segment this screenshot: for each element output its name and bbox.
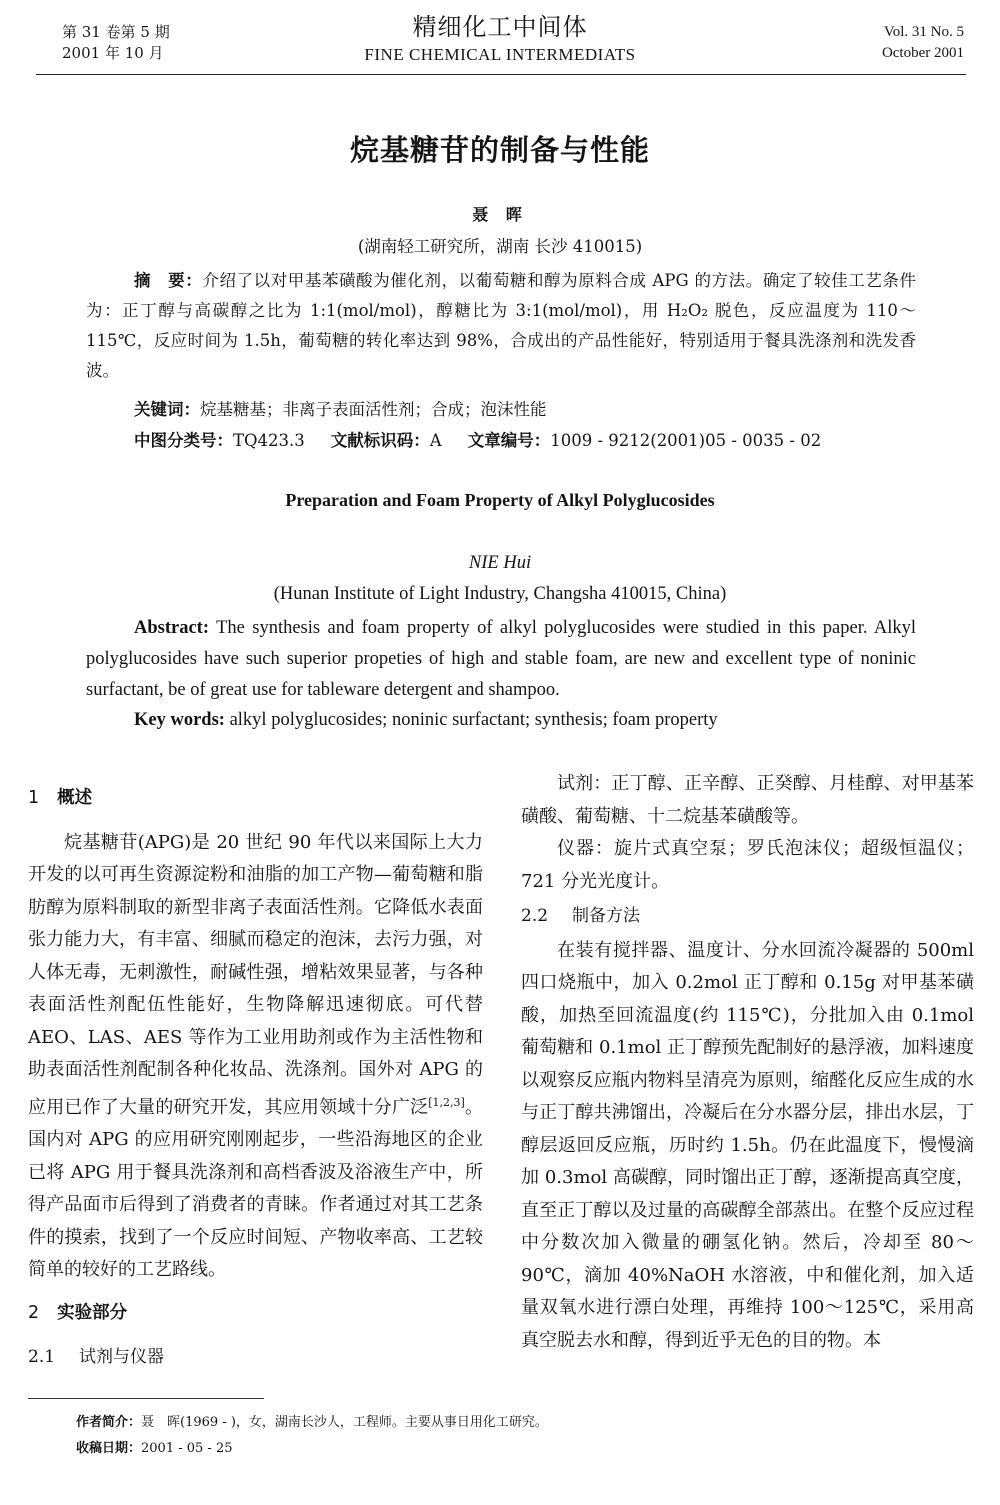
subsection-title: 制备方法: [572, 906, 641, 926]
abstract-cn-text: 介绍了以对甲基苯磺酸为催化剂，以葡萄糖和醇为原料合成 APG 的方法。确定了较佳工艺条件为：正丁醇与高碳醇之比为 1:1(mol/mol)，醇糖比为 3:1(mol/mol)，用 H₂O₂ 脱色，反应温度为 110～115℃，反应时间为 1.5h，葡萄糖的转化率达到 98%，合成出的产品性能好，特别适用于餐具洗涤剂和洗发香波。: [86, 271, 916, 380]
body-column-right: [521, 768, 974, 1357]
date-cn: 2001 年 10 月: [62, 44, 164, 62]
abstract-en-text: The synthesis and foam property of alkyl polyglucosides were studied in this paper. Alkyl polyglucosides have such superior propeties of high and stable foam, are new and excellent type of noninic surfactant, be of great use for tableware detergent and shampoo.: [86, 618, 917, 700]
header-rule: [36, 74, 966, 75]
received-date-text: 2001 - 05 - 25: [141, 1441, 233, 1456]
citation-ref: [1,2,3]: [428, 1095, 465, 1109]
author-affiliation-en: (Hunan Institute of Light Industry, Changsha 410015, China): [273, 584, 727, 604]
clc-value: TQ423.3: [233, 431, 305, 450]
author-name: 聂 晖: [472, 205, 528, 224]
abstract-cn-label: 摘 要：: [134, 271, 203, 290]
doc-code-label: 文献标识码：: [330, 431, 430, 450]
paragraph-text: 烷基糖苷(APG)是 20 世纪 90 年代以来国际上大力开发的以可再生资源淀粉和油脂的加工产物—葡萄糖和脂肪醇为原料制取的新型非离子表面活性剂。它降低水表面张力能力大，有丰富、细腻而稳定的泡沫，去污力强，对人体无毒，无刺激性，耐碱性强，增粘效果显著，与各种表面活性剂配伍性能好，生物降解迅速彻底。可代替 AEO、LAS、AES 等作为工业用助剂或作为主活性物和助表面活性剂配制各种化妆品、洗涤剂。国外对 APG 的应用已作了大量的研究开发，其应用领域十分广泛: [28, 831, 483, 1118]
journal-title-en: FINE CHEMICAL INTERMEDIATS: [364, 45, 636, 64]
keywords-en-label: Key words:: [134, 710, 225, 730]
subsection-heading: [521, 900, 974, 933]
paragraph: [28, 827, 483, 1287]
section-title: 实验部分: [57, 1302, 128, 1323]
subsection-number: 2.2: [521, 906, 549, 926]
section-heading: [28, 1297, 483, 1330]
author-bio-label: 作者简介：: [76, 1415, 142, 1430]
keywords-cn: [134, 395, 547, 425]
author-name-en: NIE Hui: [468, 553, 532, 573]
section-heading: [28, 782, 483, 815]
article-number-value: 1009 - 9212(2001)05 - 0035 - 02: [550, 431, 822, 450]
section-number: 1: [28, 788, 40, 808]
classification-line: [134, 426, 821, 456]
keywords-cn-text: 烷基糖基；非离子表面活性剂；合成；泡沫性能: [200, 400, 547, 419]
abstract-en-label: Abstract:: [134, 618, 210, 638]
section-title: 概述: [57, 788, 93, 808]
section-number: 2: [28, 1302, 40, 1323]
subsection-number: 2.1: [28, 1347, 56, 1367]
footnote-rule: [28, 1398, 264, 1399]
doc-code-value: A: [429, 431, 442, 450]
author-bio-text: 聂 晖(1969 - )，女，湖南长沙人，工程师。主要从事日用化工研究。: [141, 1415, 548, 1430]
footnote-author-bio: [76, 1412, 548, 1434]
paragraph-text: 。国内对 APG 的应用研究刚刚起步，一些沿海地区的企业已将 APG 用于餐具洗涤剂和高档香波及浴液生产中，所得产品面市后得到了消费者的青睐。作者通过对其工艺条件的摸索，找到了一个反应时间短、产物收率高、工艺较简单的较好的工艺路线。: [28, 1096, 484, 1280]
keywords-cn-label: 关键词：: [134, 400, 200, 419]
abstract-en: [86, 613, 916, 706]
keywords-en: [134, 705, 718, 736]
abstract-cn: [86, 266, 916, 386]
paper-title-en: Preparation and Foam Property of Alkyl Polyglucosides: [285, 490, 715, 510]
date-en: October 2001: [881, 45, 964, 61]
clc-label: 中图分类号：: [134, 431, 233, 450]
paragraph-instruments: 仪器：旋片式真空泵；罗氏泡沫仪；超级恒温仪；721 分光光度计。: [521, 838, 974, 892]
body-column-left: [28, 776, 483, 1376]
paragraph-reagents: 试剂：正丁醇、正辛醇、正癸醇、月桂醇、对甲基苯磺酸、葡萄糖、十二烷基苯磺酸等。: [521, 773, 974, 827]
received-date-label: 收稿日期：: [76, 1441, 142, 1456]
paper-title: 烷基糖苷的制备与性能: [349, 133, 650, 167]
keywords-en-text: alkyl polyglucosides; noninic surfactant; synthesis; foam property: [229, 710, 718, 730]
journal-masthead: [0, 12, 1000, 66]
volume-issue-en: Vol. 31 No. 5: [883, 24, 964, 40]
journal-title-cn: 精细化工中间体: [412, 13, 588, 41]
footnote-received-date: [76, 1438, 233, 1460]
subsection-heading: [28, 1341, 483, 1374]
article-number-label: 文章编号：: [467, 431, 551, 450]
subsection-title: 试剂与仪器: [79, 1347, 165, 1367]
author-affiliation: (湖南轻工研究所，湖南 长沙 410015): [357, 237, 643, 256]
paragraph-method: 在装有搅拌器、温度计、分水回流冷凝器的 500ml 四口烧瓶中，加入 0.2mol 正丁醇和 0.15g 对甲基苯磺酸，加热至回流温度(约 115℃)，分批加入由 0.1mol 葡萄糖和 0.1mol 正丁醇预先配制好的悬浮液，加料速度以观察反应瓶内物料呈清亮为原则，缩醛化反应生成的水与正丁醇共沸馏出，冷凝后在分水器分层，排出水层，丁醇层返回反应瓶，历时约 1.5h。仍在此温度下，慢慢滴加 0.3mol 高碳醇，同时馏出正丁醇，逐渐提高真空度，直至正丁醇以及过量的高碳醇全部蒸出。在整个反应过程中分数次加入微量的硼氢化钠。然后，冷却至 80～90℃，滴加 40%NaOH 水溶液，中和催化剂，加入适量双氧水进行漂白处理，再维持 100～125℃，采用高真空脱去水和醇，得到近乎无色的目的物。本: [521, 939, 974, 1351]
running-header-right: [882, 22, 964, 64]
volume-issue-cn: 第 31 卷第 5 期: [62, 23, 170, 41]
